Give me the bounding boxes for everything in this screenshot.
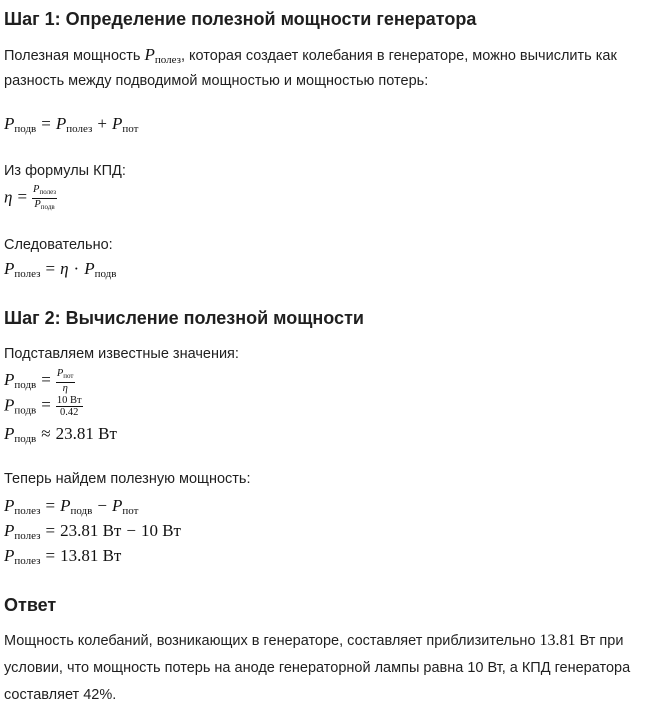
step1-intro-line2: разность между подводимой мощностью и мощностью потерь: — [4, 73, 429, 89]
equation-polez-formula: $P_{полез} = P_{подв} - P_{пот}$ — [4, 496, 139, 517]
answer-value: 13.81 — [539, 632, 576, 649]
substitute-label: Подставляем известные значения: — [4, 346, 239, 362]
step1-heading: Шаг 1: Определение полезной мощности генератора — [4, 9, 477, 29]
intro-text-after: , которая создает колебания в генераторе, можно вычислить как — [180, 48, 617, 64]
equation-power-balance: $P_{подв} = P_{полез} + P_{пот}$ — [4, 114, 139, 135]
equation-podv-result: $P_{подв} \approx 23.81$ Вт — [4, 424, 117, 445]
equation-efficiency: η = $\frac{P_{полез}}{P_{подв}}$ — [4, 184, 57, 211]
equation-useful-power: $P_{полез} = \eta \cdot P_{подв}$ — [4, 259, 117, 280]
podv-numeric-fraction: $\frac{10 Вт}{0.42}$ — [56, 395, 82, 418]
intro-text-before: Полезная мощность — [4, 48, 145, 64]
answer-text: Мощность колебаний, возникающих в генераторе, составляет приблизительно 13.81 Вт при условии, что мощность потерь на аноде генераторной лампы равна 10 Вт, а КПД генератора составляет 42%. — [4, 632, 631, 703]
equation-podv-formula: $P_{подв}$ = $\frac{P_{пот}}{\eta}$ — [4, 368, 74, 394]
answer-heading: Ответ — [4, 595, 57, 615]
equation-polez-result: $P_{полез} = 13.81$ Вт — [4, 546, 122, 567]
kpd-label: Из формулы КПД: — [4, 163, 126, 179]
step2-heading: Шаг 2: Вычисление полезной мощности — [4, 308, 364, 328]
podv-fraction: $\frac{P_{пот}}{\eta}$ — [56, 368, 74, 394]
find-label: Теперь найдем полезную мощность: — [4, 471, 251, 487]
efficiency-fraction: $\frac{P_{полез}}{P_{подв}}$ — [33, 184, 57, 211]
equation-podv-substituted: $P_{подв}$ = $\frac{10 Вт}{0.42}$ — [4, 395, 82, 418]
equation-polez-substituted: $P_{полез} = 23.81$ Вт − 10 Вт — [4, 521, 181, 542]
p-polez-symbol: $P_{полез}$ — [144, 45, 181, 66]
therefore-label: Следовательно: — [4, 237, 113, 253]
